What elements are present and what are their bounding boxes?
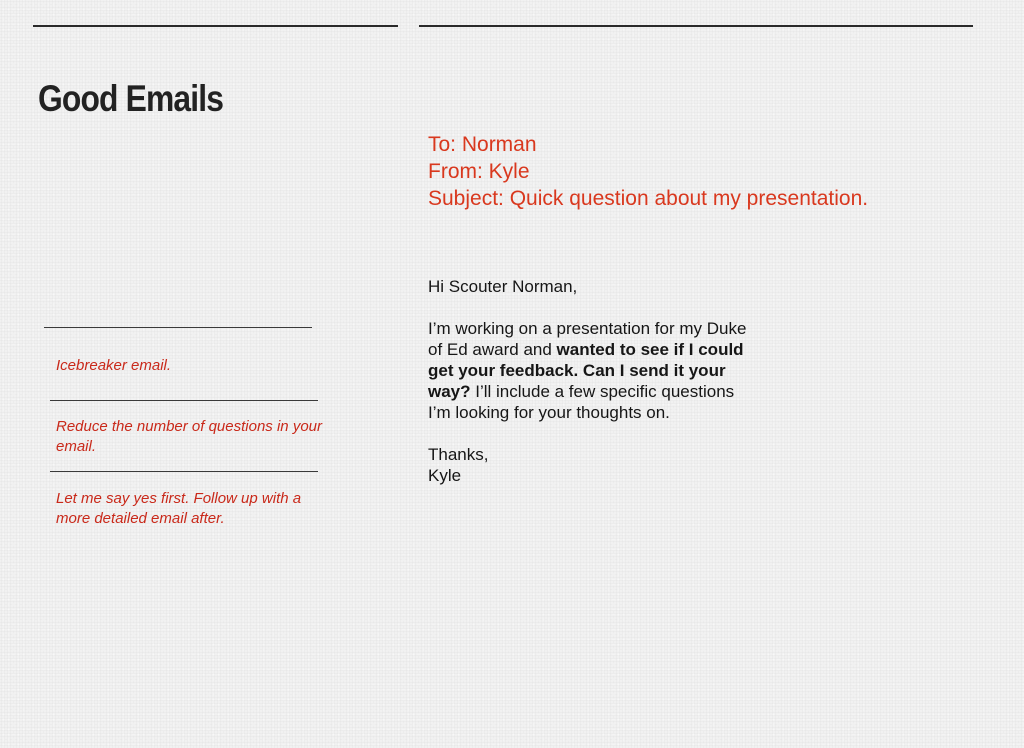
- email-paragraph-outro: I’ll include a few specific questions I’m looking for your thoughts on.: [428, 382, 735, 422]
- email-paragraph: [428, 318, 758, 423]
- email-signoff: [428, 444, 758, 486]
- email-paragraph-emphasis: wanted to see if I could get your feedback. Can I send it your way?: [428, 340, 744, 401]
- top-left-divider: [33, 25, 398, 27]
- email-signature: Kyle: [428, 466, 462, 485]
- email-from-line: From: Kyle: [428, 160, 530, 183]
- email-paragraph-intro: I’m working on a presentation for my Duke of Ed award and: [428, 319, 747, 359]
- email-header: [428, 131, 868, 212]
- email-greeting: Hi Scouter Norman,: [428, 277, 578, 296]
- email-subject-line: Subject: Quick question about my presentation.: [428, 187, 869, 210]
- notes-divider-middle: [50, 400, 318, 401]
- notes-divider-bottom: [50, 471, 318, 472]
- email-to-line: To: Norman: [428, 133, 537, 156]
- email-body: [428, 276, 758, 486]
- email-closing: Thanks,: [428, 445, 489, 464]
- annotation-icebreaker: Icebreaker email.: [56, 357, 172, 374]
- top-right-divider: [419, 25, 973, 27]
- annotation-say-yes-first: Let me say yes first. Follow up with a more detailed email after.: [56, 490, 302, 527]
- slide-title: Good Emails: [38, 78, 224, 119]
- annotation-reduce-questions: Reduce the number of questions in your email.: [56, 418, 322, 455]
- notes-divider-top: [44, 327, 312, 328]
